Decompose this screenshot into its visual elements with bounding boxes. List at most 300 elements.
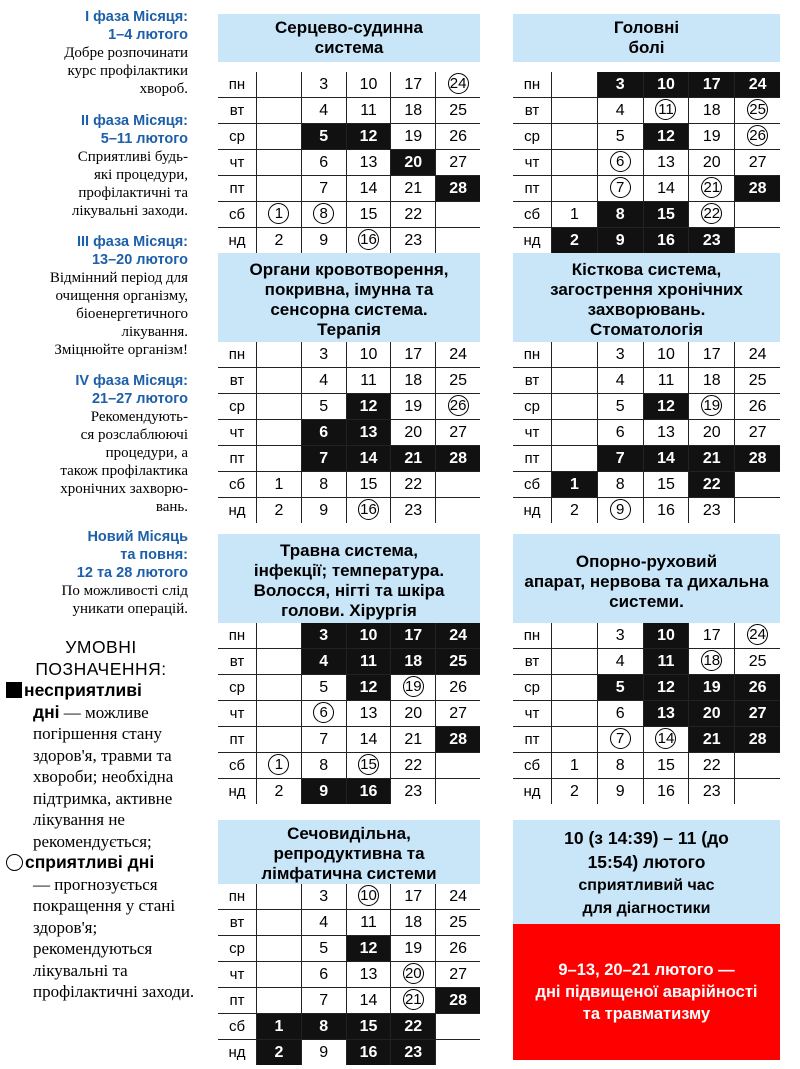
unfavorable-day: 15 [643, 202, 689, 227]
day-number: 22 [701, 203, 722, 224]
day-cell: 15 [643, 753, 689, 778]
calendar-grid [218, 72, 480, 253]
panel-title: Серцево-судинна система [218, 14, 480, 62]
day-name: вт [524, 653, 540, 670]
calendar-row [218, 727, 480, 753]
unfavorable-day: 20 [390, 150, 435, 175]
day-cell: 23 [390, 779, 435, 804]
day-cell: 5 [597, 124, 643, 149]
day-name: нд [523, 502, 541, 519]
day-cell: 17 [390, 72, 435, 97]
empty-cell [256, 394, 301, 419]
day-number: 10 [358, 885, 379, 906]
calendar-row [218, 988, 480, 1014]
calendar-row [513, 623, 780, 649]
empty-cell [256, 727, 301, 752]
favorable-day [435, 394, 480, 419]
unfavorable-day: 28 [435, 988, 480, 1013]
empty-cell [551, 124, 597, 149]
day-cell: 14 [346, 727, 391, 752]
day-cell: 14 [346, 988, 391, 1013]
unfavorable-day: 11 [643, 649, 689, 674]
day-cell: 6 [301, 962, 346, 987]
empty-cell [256, 623, 301, 648]
empty-cell [435, 753, 480, 778]
unfavorable-day: 23 [688, 228, 734, 253]
favorable-day [346, 884, 391, 909]
day-number: 21 [701, 177, 722, 198]
unfavorable-day: 28 [435, 446, 480, 471]
day-cell: 5 [301, 675, 346, 700]
unfavorable-day: 12 [643, 675, 689, 700]
empty-cell [551, 150, 597, 175]
favorable-day [734, 623, 780, 648]
day-cell: 23 [688, 498, 734, 523]
unfavorable-day: 28 [734, 446, 780, 471]
day-cell: 22 [390, 202, 435, 227]
day-cell: 26 [435, 124, 480, 149]
day-cell: 10 [346, 342, 391, 367]
calendar-row [218, 228, 480, 253]
calendar-row [218, 779, 480, 804]
day-cell: 21 [390, 727, 435, 752]
day-cell: 8 [301, 472, 346, 497]
empty-cell [256, 988, 301, 1013]
day-name: чт [229, 154, 245, 171]
day-cell: 20 [688, 420, 734, 445]
day-cell: 10 [346, 72, 391, 97]
phase-dates: 21–27 лютого [91, 391, 188, 407]
day-name: нд [523, 783, 541, 800]
day-cell: 6 [301, 150, 346, 175]
calendar-row [218, 884, 480, 910]
calendar-grid [218, 342, 480, 523]
black-square-icon [6, 682, 22, 698]
calendar-row [218, 701, 480, 727]
panel-title: Кісткова система, загострення хронічних захворювань. Стоматологія [513, 253, 780, 342]
day-cell: 27 [435, 420, 480, 445]
unfavorable-day: 1 [256, 1014, 301, 1039]
empty-cell [256, 368, 301, 393]
favorable-day [688, 649, 734, 674]
day-cell: 9 [301, 1040, 346, 1065]
day-cell: 18 [390, 368, 435, 393]
empty-cell [734, 228, 780, 253]
day-number: 18 [701, 650, 722, 671]
day-number: 7 [610, 177, 631, 198]
day-number: 24 [448, 73, 469, 94]
empty-cell [256, 98, 301, 123]
favorable-day [688, 202, 734, 227]
day-cell: 9 [301, 228, 346, 253]
calendar-row [218, 420, 480, 446]
day-cell: 3 [301, 72, 346, 97]
calendar-row [513, 150, 780, 176]
panel-title: Головні болі [513, 14, 780, 62]
day-cell: 20 [390, 701, 435, 726]
unfavorable-day: 5 [597, 675, 643, 700]
day-number: 8 [313, 203, 334, 224]
empty-cell [551, 176, 597, 201]
calendar-row [218, 962, 480, 988]
day-name: пт [524, 731, 540, 748]
day-cell: 5 [301, 936, 346, 961]
day-number: 19 [701, 395, 722, 416]
empty-cell [734, 753, 780, 778]
day-number: 6 [610, 151, 631, 172]
phase-3 [50, 233, 188, 359]
empty-cell [435, 1040, 480, 1065]
empty-cell [435, 228, 480, 253]
empty-cell [256, 72, 301, 97]
day-cell: 3 [597, 623, 643, 648]
day-cell: 2 [256, 228, 301, 253]
day-number: 7 [610, 728, 631, 749]
unfavorable-day: 22 [688, 472, 734, 497]
day-cell: 13 [643, 420, 689, 445]
day-number: 25 [747, 99, 768, 120]
calendar-row [513, 368, 780, 394]
empty-cell [435, 472, 480, 497]
calendar-row [218, 394, 480, 420]
calendar-row [218, 753, 480, 779]
day-name: пн [228, 76, 246, 93]
unfavorable-day: 3 [597, 72, 643, 97]
empty-cell [734, 779, 780, 804]
unfavorable-day: 20 [688, 701, 734, 726]
day-cell: 25 [435, 368, 480, 393]
phase-title: II фаза Місяця: [81, 113, 188, 129]
unfavorable-day: 21 [390, 446, 435, 471]
calendar-row [513, 649, 780, 675]
day-number: 16 [358, 229, 379, 250]
day-cell: 18 [390, 910, 435, 935]
day-cell: 27 [734, 150, 780, 175]
favorable-day [597, 498, 643, 523]
panel-musculoskeletal [513, 534, 780, 800]
unfavorable-day: 13 [643, 701, 689, 726]
calendar-row [218, 936, 480, 962]
day-cell: 8 [597, 753, 643, 778]
empty-cell [734, 202, 780, 227]
empty-cell [256, 910, 301, 935]
day-name: вт [229, 653, 245, 670]
day-cell: 16 [643, 498, 689, 523]
calendar-row [513, 202, 780, 228]
panel-title: Органи кровотворення, покривна, імунна та сенсорна система. Терапія [218, 253, 480, 342]
favorable-day [597, 176, 643, 201]
day-cell: 13 [643, 150, 689, 175]
day-number: 26 [747, 125, 768, 146]
day-name: сб [228, 1018, 246, 1035]
day-name: нд [228, 1044, 246, 1061]
panel-headache [513, 14, 780, 249]
day-number: 20 [403, 963, 424, 984]
unfavorable-day: 5 [301, 124, 346, 149]
calendar-row [218, 623, 480, 649]
unfavorable-day: 21 [688, 446, 734, 471]
day-name: вт [229, 914, 245, 931]
day-cell: 7 [301, 176, 346, 201]
day-cell: 17 [390, 342, 435, 367]
day-cell: 20 [390, 420, 435, 445]
day-cell: 9 [301, 498, 346, 523]
empty-cell [551, 727, 597, 752]
calendar-row [513, 394, 780, 420]
day-name: чт [229, 966, 245, 983]
unfavorable-day: 15 [346, 1014, 391, 1039]
favorable-day [597, 727, 643, 752]
day-cell: 27 [734, 420, 780, 445]
calendar-row [218, 446, 480, 472]
day-name: ср [524, 398, 540, 415]
day-cell: 26 [435, 675, 480, 700]
day-cell: 18 [390, 98, 435, 123]
day-name: нд [228, 502, 246, 519]
unfavorable-day: 16 [346, 779, 391, 804]
day-name: чт [524, 705, 540, 722]
unfavorable-day: 18 [390, 649, 435, 674]
unfavorable-day: 23 [390, 1040, 435, 1065]
calendar-row [513, 472, 780, 498]
favorable-day [301, 701, 346, 726]
unfavorable-day: 8 [597, 202, 643, 227]
empty-cell [256, 150, 301, 175]
empty-cell [551, 72, 597, 97]
calendar-row [513, 446, 780, 472]
unfavorable-day: 11 [346, 649, 391, 674]
day-cell: 2 [551, 498, 597, 523]
day-number: 1 [268, 203, 289, 224]
empty-cell [551, 649, 597, 674]
unfavorable-day: 16 [643, 228, 689, 253]
calendar-row [218, 342, 480, 368]
day-name: вт [524, 102, 540, 119]
empty-cell [256, 649, 301, 674]
day-cell: 13 [346, 701, 391, 726]
legend [6, 636, 196, 1003]
day-name: ср [229, 940, 245, 957]
day-number: 24 [747, 624, 768, 645]
empty-cell [256, 701, 301, 726]
unfavorable-day: 28 [435, 176, 480, 201]
phase-title: Новий Місяць [87, 529, 188, 545]
favorable-day [301, 202, 346, 227]
day-cell: 13 [346, 150, 391, 175]
day-number: 9 [610, 499, 631, 520]
day-cell: 27 [435, 150, 480, 175]
day-cell: 15 [643, 472, 689, 497]
day-cell: 25 [734, 368, 780, 393]
day-cell: 25 [435, 98, 480, 123]
calendar-grid [513, 342, 780, 523]
day-number: 1 [268, 754, 289, 775]
day-cell: 21 [390, 176, 435, 201]
empty-cell [435, 1014, 480, 1039]
unfavorable-day: 10 [643, 72, 689, 97]
day-cell: 14 [346, 176, 391, 201]
calendar-row [218, 472, 480, 498]
day-name: пт [229, 731, 245, 748]
panel-cardio [218, 14, 480, 249]
day-name: ср [229, 128, 245, 145]
day-cell: 17 [688, 623, 734, 648]
phase-title: III фаза Місяця: [77, 234, 188, 250]
phase-extra: 12 та 28 лютого [76, 565, 188, 581]
day-cell: 13 [346, 962, 391, 987]
unfavorable-day: 1 [551, 472, 597, 497]
favorable-day [346, 498, 391, 523]
favorable-day [643, 98, 689, 123]
calendar-row [218, 675, 480, 701]
day-name: нд [228, 783, 246, 800]
unfavorable-day: 25 [435, 649, 480, 674]
day-cell: 26 [435, 936, 480, 961]
unfavorable-day: 2 [256, 1040, 301, 1065]
day-cell: 18 [688, 98, 734, 123]
unfavorable-day: 9 [597, 228, 643, 253]
day-cell: 4 [301, 910, 346, 935]
unfavorable-day: 8 [301, 1014, 346, 1039]
day-cell: 17 [390, 884, 435, 909]
day-cell: 25 [435, 910, 480, 935]
day-cell: 27 [435, 701, 480, 726]
calendar-row [218, 176, 480, 202]
day-name: пн [523, 76, 541, 93]
day-cell: 11 [346, 910, 391, 935]
empty-cell [256, 962, 301, 987]
day-cell: 7 [301, 727, 346, 752]
favorable-day [688, 176, 734, 201]
day-cell: 11 [346, 98, 391, 123]
legend-title: УМОВНІ ПОЗНАЧЕННЯ: [35, 637, 167, 679]
unfavorable-day: 9 [301, 779, 346, 804]
day-name: пт [229, 450, 245, 467]
day-name: сб [228, 206, 246, 223]
calendar-row [513, 420, 780, 446]
day-cell: 23 [688, 779, 734, 804]
day-cell: 3 [597, 342, 643, 367]
day-cell: 5 [597, 394, 643, 419]
phase-desc: Сприятливі будь- які процедури, профілактичні та лікувальні заходи. [71, 149, 188, 219]
legend-bad: несприятливі дні — можливе погіршення стану здоров'я, травми та хвороби; необхідна підтримка, активне лікування не рекомендується; [6, 680, 196, 852]
day-number: 21 [403, 989, 424, 1010]
calendar-row [513, 72, 780, 98]
unfavorable-day: 27 [734, 701, 780, 726]
day-name: нд [228, 232, 246, 249]
favorable-day [346, 753, 391, 778]
day-name: пн [228, 346, 246, 363]
day-name: вт [524, 372, 540, 389]
calendar-row [513, 701, 780, 727]
day-name: пт [229, 180, 245, 197]
empty-cell [256, 420, 301, 445]
calendar-row [218, 124, 480, 150]
unfavorable-day: 19 [688, 675, 734, 700]
panel-title: Сечовидільна, репродуктивна та лімфатична системи [218, 820, 480, 884]
empty-cell [256, 884, 301, 909]
empty-cell [551, 701, 597, 726]
day-name: ср [524, 679, 540, 696]
unfavorable-day: 14 [346, 446, 391, 471]
unfavorable-day: 7 [301, 446, 346, 471]
day-cell: 1 [551, 202, 597, 227]
day-cell: 5 [301, 394, 346, 419]
unfavorable-day: 12 [346, 675, 391, 700]
favorable-day [346, 228, 391, 253]
unfavorable-day: 17 [688, 72, 734, 97]
phase-title: IV фаза Місяця: [75, 373, 188, 389]
empty-cell [256, 675, 301, 700]
day-name: чт [524, 154, 540, 171]
day-cell: 4 [301, 368, 346, 393]
calendar-grid [513, 72, 780, 253]
day-name: ср [524, 128, 540, 145]
favorable-day [435, 72, 480, 97]
day-cell: 3 [301, 342, 346, 367]
day-cell: 17 [688, 342, 734, 367]
day-cell: 6 [597, 701, 643, 726]
empty-cell [256, 446, 301, 471]
phase-desc: По можливості слід уникати операцій. [61, 583, 188, 617]
unfavorable-day: 17 [390, 623, 435, 648]
unfavorable-day: 10 [643, 623, 689, 648]
day-cell: 24 [435, 342, 480, 367]
phase-dates: 13–20 лютого [91, 252, 188, 268]
calendar-row [513, 675, 780, 701]
day-cell: 11 [346, 368, 391, 393]
favorable-day [390, 962, 435, 987]
day-cell: 24 [435, 884, 480, 909]
day-name: чт [524, 424, 540, 441]
day-cell: 14 [643, 176, 689, 201]
day-number: 11 [655, 99, 676, 120]
panel-digestive [218, 534, 480, 800]
favorable-day [597, 150, 643, 175]
unfavorable-day: 21 [688, 727, 734, 752]
calendar-row [513, 176, 780, 202]
day-cell: 4 [301, 98, 346, 123]
panel-title: Опорно-руховий апарат, нервова та дихальна системи. [513, 534, 780, 623]
favorable-day [643, 727, 689, 752]
day-cell: 4 [597, 98, 643, 123]
empty-cell [551, 342, 597, 367]
circle-icon [6, 854, 23, 871]
calendar-grid [218, 884, 480, 1065]
calendar-row [218, 498, 480, 523]
unfavorable-day: 28 [435, 727, 480, 752]
day-name: чт [229, 705, 245, 722]
calendar-row [513, 124, 780, 150]
unfavorable-day: 4 [301, 649, 346, 674]
favorable-day [688, 394, 734, 419]
day-cell: 10 [643, 342, 689, 367]
phase-2 [72, 112, 188, 220]
day-cell: 16 [643, 779, 689, 804]
day-name: вт [229, 102, 245, 119]
calendar-row [218, 910, 480, 936]
unfavorable-day: 7 [597, 446, 643, 471]
empty-cell [551, 394, 597, 419]
day-cell: 18 [688, 368, 734, 393]
panel-urinary [218, 820, 480, 1062]
unfavorable-day: 12 [346, 124, 391, 149]
calendar-row [513, 779, 780, 804]
empty-cell [256, 342, 301, 367]
day-name: пн [228, 627, 246, 644]
calendar-row [218, 202, 480, 228]
day-name: сб [228, 757, 246, 774]
